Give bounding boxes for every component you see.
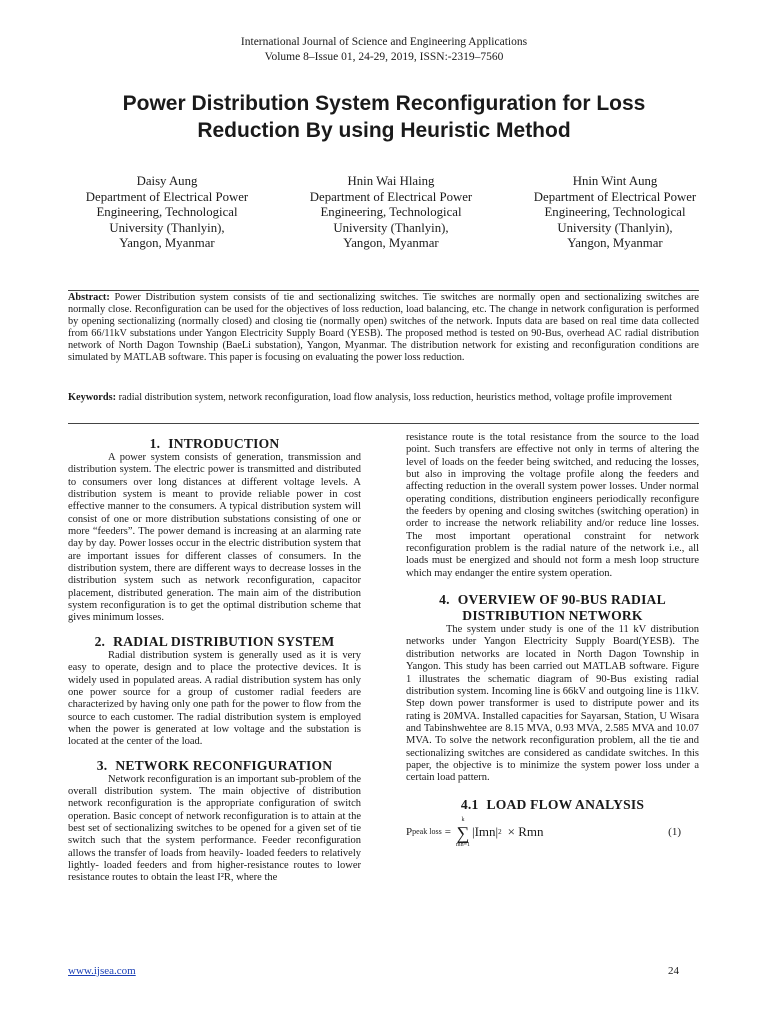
paper-title xyxy=(40,90,728,144)
author-org: University (Thanlyin), xyxy=(557,220,673,235)
author-org: Engineering, Technological xyxy=(320,205,462,219)
divider xyxy=(68,423,699,424)
title-line-2: Reduction By using Heuristic Method xyxy=(197,119,571,142)
author-block xyxy=(504,174,726,252)
equation-1 xyxy=(406,817,699,849)
section-title: RADIAL DISTRIBUTION SYSTEM xyxy=(113,633,335,649)
keywords xyxy=(68,392,699,404)
summation-lower: mn=1 xyxy=(455,841,470,848)
section-number: 4. xyxy=(439,592,450,608)
section-heading-load-flow xyxy=(406,797,699,813)
section-title: OVERVIEW OF 90-BUS RADIAL xyxy=(457,592,666,608)
keywords-text: radial distribution system, network reconfiguration, load flow analysis, loss reduction, heuristics method, voltage profile improvement xyxy=(118,392,672,403)
right-column xyxy=(406,432,699,849)
section-heading-introduction xyxy=(68,436,361,452)
equation-rhs: × Rmn xyxy=(507,824,544,840)
equation-equals: = xyxy=(444,826,451,839)
author-org: Engineering, Technological xyxy=(544,205,686,219)
section-title: NETWORK RECONFIGURATION xyxy=(115,757,333,773)
reconfiguration-text: Network reconfiguration is an important sub-problem of the overall distribution system. The main objective of distribution network reconfiguration is the appropriate configuration of switch operation. Basic concept of network reconfiguration is to attain at the best set of sectionalizing switches to be opened for a given set of tie switch such that the system performance. Feeder reconfiguration allows the transfer of loads from heavily- loaded feeders to relatively lightly- loaded feeders and from higher-resistance routes to lower resistance routes to obtain the least I²R, where the xyxy=(68,773,361,884)
equation-number: (1) xyxy=(668,826,681,839)
author-name: Hnin Wint Aung xyxy=(572,174,658,188)
page-number: 24 xyxy=(668,965,679,977)
abstract-text: Power Distribution system consists of tie and sectionalizing switches. Tie switches are normally open and sectionalizing switches are normally close. Reconfiguration can be used for the objectives of loss reduction, load balancing, etc. The change in network configuration is performed by opening sectionalizing (normally closed) and closing tie (normally open) switches of the network. Inputs data are based on real time data collected from 66/11kV substations under Yangon Electricity Supply Board (YESB). The proposed method is tested on 90-Bus, overhead AC radial distribution network of North Dagon Township (BaeLi substation), Yangon, Myanmar. The distribution network for existing and reconfiguration conditions are simulated by MATLAB software. This paper is focusing on evaluating the power loss reduction. xyxy=(68,292,699,363)
author-city: Yangon, Myanmar xyxy=(119,236,215,250)
section-number: 2. xyxy=(94,633,106,649)
divider xyxy=(68,290,699,291)
equation-lhs: P xyxy=(406,826,413,839)
author-dept: Department of Electrical Power xyxy=(309,189,473,204)
journal-name: International Journal of Science and Engineering Applications xyxy=(240,36,528,48)
journal-header xyxy=(0,35,768,64)
journal-url-link[interactable]: www.ijsea.com xyxy=(68,965,136,977)
section-heading-radial xyxy=(68,634,361,650)
section-title: INTRODUCTION xyxy=(168,436,280,451)
equation-power: 2 xyxy=(498,828,502,837)
equation-term: |Imn| xyxy=(471,824,499,840)
author-list xyxy=(56,174,726,252)
section-title: LOAD FLOW ANALYSIS xyxy=(486,796,645,812)
title-line-1: Power Distribution System Reconfiguration for Loss xyxy=(122,92,646,115)
summation xyxy=(456,817,470,849)
abstract xyxy=(68,292,699,364)
author-org: Engineering, Technological xyxy=(96,205,238,219)
author-block xyxy=(280,174,502,252)
introduction-text: A power system consists of generation, transmission and distribution system. The electric power is transmitted and distributed to consumers over long distances at different voltage levels. A distribution system is meant to provide reliable power in cost effective manner to the consumers. A typical distribution system will consist of one or more distribution substations consisting of one or more “feeders”. The power demand is increasing at an alarming rate day by day. Power losses occur in the electric distribution system that are important issues for different classes of consumers. In the distribution system, there are different ways to decrease losses in the distribution system such as network reconfiguration, capacitor placement, distributed generation. The main aim of the distribution system reconfiguration is to get the optimal distribution scheme that gives minimum losses. xyxy=(68,452,361,624)
author-name: Daisy Aung xyxy=(136,174,198,188)
section-number: 4.1 xyxy=(460,796,479,812)
author-city: Yangon, Myanmar xyxy=(567,236,663,250)
section-heading-overview xyxy=(406,592,699,624)
overview-text: The system under study is one of the 11 kV distribution networks under Yangon Electricity Supply Board(YESB). The distribution networks are located in North Dagon Township in Yangon. This study has been carried out MATLAB software. Figure 1 illustrates the schematic diagram of 90-Bus existing radial distribution system. Incoming line is 66kV and outgoing line is 11kV. Step down power transformer is used to distripute power and its rating is 20MVA. Installed capacities for Sayarsan, Station, U Wisara and Tabinshwehtee are 8.15 MVA, 0.93 MVA, 2.585 MVA and 10.07 MVA. To solve the network reconfiguration problem, all the tie and sectionalizing switches are considered as candidate switches. In this paper, the objective is to minimize the system power loss under a certain load pattern. xyxy=(406,624,699,784)
page-footer xyxy=(68,965,679,977)
author-name: Hnin Wai Hlaing xyxy=(347,174,435,188)
author-org: University (Thanlyin), xyxy=(109,220,225,235)
author-dept: Department of Electrical Power xyxy=(533,189,697,204)
sigma-icon: ∑ xyxy=(456,822,470,843)
keywords-label: Keywords: xyxy=(68,392,117,403)
author-city: Yangon, Myanmar xyxy=(343,236,439,250)
journal-volume: Volume 8–Issue 01, 24-29, 2019, ISSN:-2319–7560 xyxy=(264,50,504,63)
author-dept: Department of Electrical Power xyxy=(85,189,249,204)
abstract-label: Abstract: xyxy=(68,292,110,303)
section-number: 3. xyxy=(96,757,108,773)
summation-upper: k xyxy=(461,816,465,823)
reconfiguration-continued-text: resistance route is the total resistance from the source to the load point. Such transfers are effective not only in terms of altering the level of loads on the feeder being switched, and reducing the losses, but also in improving the voltage profile along the feeders and affecting reduction in the overall system power losses. Under normal operating conditions, distribution engineers periodically reconfigure the feeders by opening and closing switches (switching operation) in order to increase the network reliability and/or reduce line losses. The most important operational constraint for network reconfiguration problem is the radial nature of the network i.e., all loads must be energized and should not form a mesh loop structure which may endanger the entire system operation. xyxy=(406,432,699,579)
author-org: University (Thanlyin), xyxy=(333,220,449,235)
author-block xyxy=(56,174,278,252)
left-column xyxy=(68,436,361,885)
equation-subscript: peak loss xyxy=(412,827,442,837)
radial-text: Radial distribution system is generally used as it is very easy to operate, design and to place the protective devices. It is widely used in populated areas. A radial distribution system has only one power source for a group of customer radial feeders are characterized by having only one path for the power to flow from the source to each customer. The radial distribution system is employed when the power is generated at low voltage and the substation is located at the center of the load. xyxy=(68,649,361,748)
section-heading-reconfiguration xyxy=(68,758,361,774)
section-number: 1. xyxy=(149,436,161,451)
section-title: DISTRIBUTION NETWORK xyxy=(462,608,643,624)
